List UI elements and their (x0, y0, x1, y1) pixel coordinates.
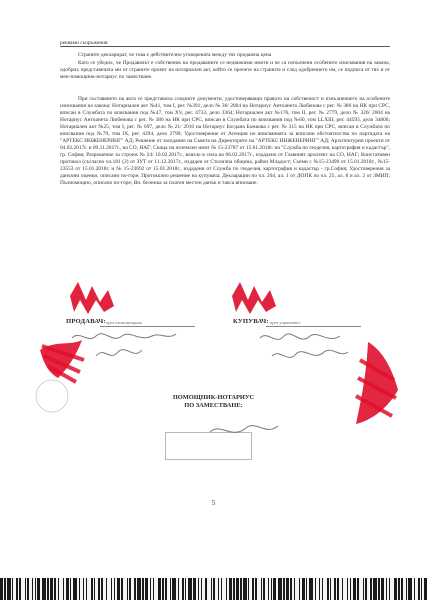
seller-representative: чрез пълномощник (106, 320, 142, 325)
documents-paragraph: При съставянето на акта се представиха следните документи, удостоверяващи правото на собственост и изпълнението на особените изисквания на закона: Нотариален акт №41, том I, рег. №391, дело № 36/ 2004 на Нотариус Антоанета Любенова с рег. № 386 на НК при СРС, вписан в Службата по вписвания под №47, том XV, рег. 4733, дело 3364; Нотариален акт №176, том II, рег. № 2779, дело № 326/ 2004 на Нотариус Антоанета Любенова с рег. № 386 на НК при СРС, вписан в Службата по вписвания под №60, том LLXIII, рег. 44593, дело 34806; Нотариален акт №25, том I, рег. № 697, дело № 21/ 2016 на Нотариус Богдана Божкова с рег. № 315 на НК при СРС, вписан в Службата по вписвания под №79, том IX, рег. 4294, дело 2790; Удостоверение от Агенция по вписванията за вписани обстоятелства по партидата на "АРТЕКС ИНЖЕНЕРИНГ" АД; Решение от заседание на Съвета на Директорите на "АРТЕКС ИНЖЕНЕРИНГ" АД; Архитектурни проекти от 04.02.2017г. и 09.11.2017г., на СО, НАГ; Скица на поземлен имот № 15-23787 от 15.01.2018г. на "Служба по геодезия, картография и кадастър", гр. София; Разрешение за строеж № 24/ 10.02.2017г., влязло в сила на 06.03.2017г., издадено от Главният архитект на СО, НАГ; Констативен протокол (съгласно чл.181 (2) от ЗУТ от 11.12.2017г., издаден от Столична община, район Младост; Схеми с №15-23490 от 15.01.2018г., №15-23553 от 15.01.2018г. и № 15-23692 от 15.01.2018г., издадени от Служба по геодезия, картография и кадастър - гр.София; Удостоверения за данъчни оценки, описани по-горе; Протоколно решение на купувача; Декларации по чл. 264, ал. 1 от ДОПК по чл. 25, ал. 8 и ал. 2 от ЗМИП; Пълномощно, описано по-горе; Вн. бележка за платен местен данък и такса вписване. (60, 96, 390, 186)
assistant-notary-label: ПОМОЩНИК-НОТАРИУС (172, 394, 255, 401)
scan-border-band (0, 578, 427, 600)
price-declaration: Страните декларират, че това е действително уговорената между тях продажна цена (78, 52, 272, 58)
paragraph-fragment: реквами сьоръжения (60, 40, 108, 46)
buyer-representative: чрез управител (270, 320, 300, 325)
by-substitution-label: ПО ЗАМЕСТВАНЕ: (184, 402, 243, 409)
page-number: 5 (211, 499, 216, 507)
scan-band-stripe (424, 578, 427, 600)
seller-label: ПРОДАВАЧ: (66, 318, 106, 325)
buyer-label: КУПУВАЧ: (233, 318, 269, 325)
notary-signature (210, 426, 278, 433)
notary-approval-paragraph: Като се убедих, че Продавачът е собственик на продаваните се недвижими имоти и че са изпълнени особените изисквания на закона, одобрих представената ми от страните проект на нотариален акт, който се прочете на страните и след одобрението им, се подписа от тях и от мен-помощник-нотариус по заместване. (60, 60, 390, 80)
